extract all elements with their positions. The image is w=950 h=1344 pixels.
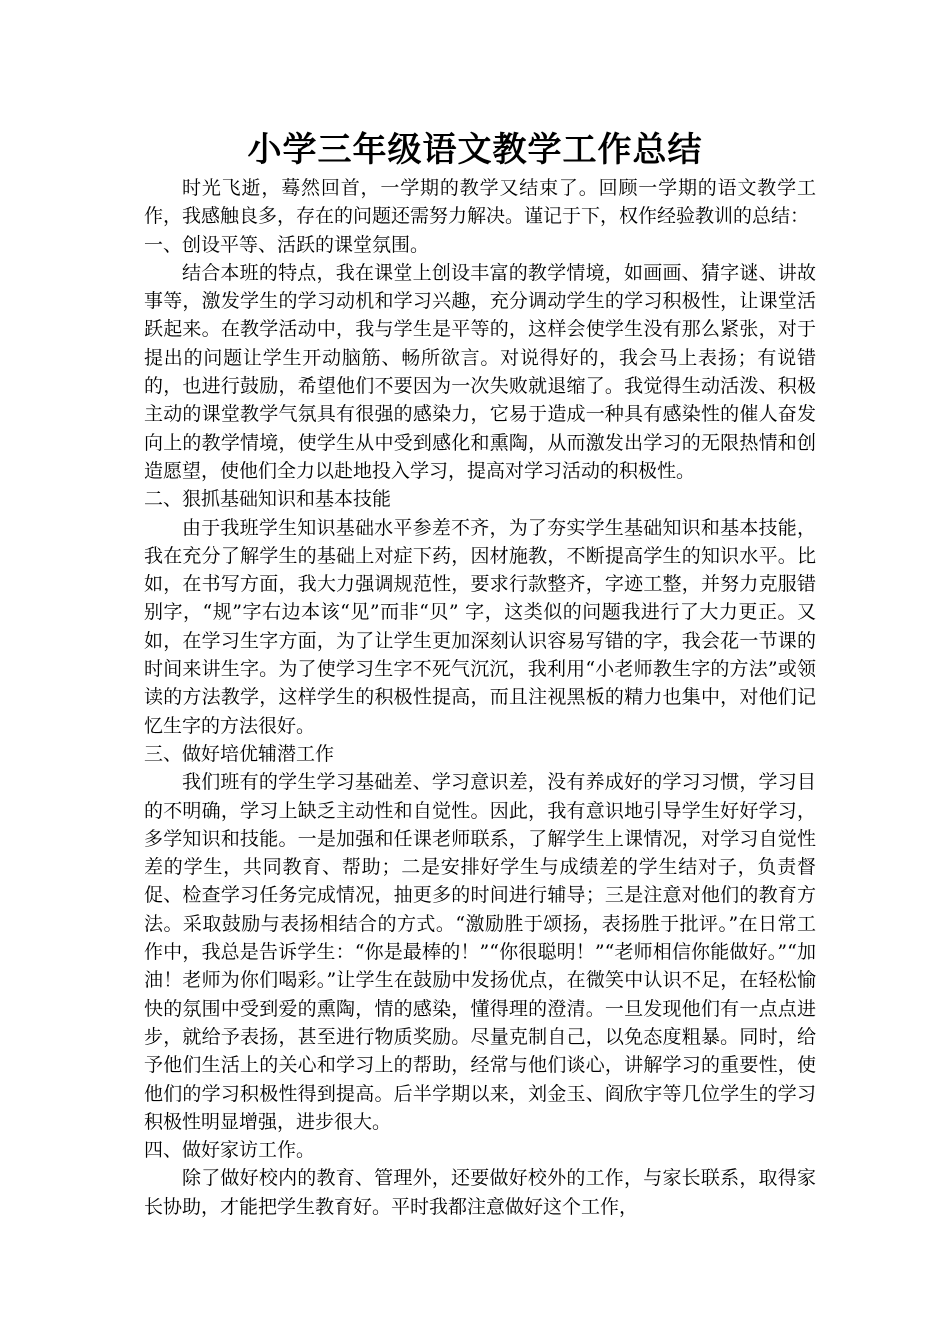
section-paragraph-1: 结合本班的特点，我在课堂上创设丰富的教学情境，如画画、猜字谜、讲故事等，激发学生的学习动机和学习兴趣，充分调动学生的学习积极性，让课堂活跃起来。在教学活动中，我与学生是平等的，这样会使学生没有那么紧张，对于提出的问题让学生开动脑筋、畅所欲言。对说得好的，我会马上表扬；有说错的，也进行鼓励，希望他们不要因为一次失败就退缩了。我觉得生动活泼、积极主动的课堂教学气氛具有很强的感染力，它易于造成一种具有感染性的催人奋发向上的教学情境，使学生从中受到感化和熏陶，从而激发出学习的无限热情和创造愿望，使他们全力以赴地投入学习，提高对学习活动的积极性。 <box>144 261 816 482</box>
section-heading-2: 二、狠抓基础知识和基本技能 <box>144 488 392 511</box>
document-title: 小学三年级语文教学工作总结 <box>247 130 703 170</box>
section-paragraph-2: 由于我班学生知识基础水平参差不齐，为了夯实学生基础知识和基本技能，我在充分了解学生的基础上对症下药，因材施教，不断提高学生的知识水平。比如，在书写方面，我大力强调规范性，要求行款整齐，字迹工整，并努力克服错别字，“规”字右边本该“见”而非“贝” 字，这类似的问题我进行了大力更正。又如，在学习生字方面，为了让学生更加深刻认识容易写错的字，我会花一节课的时间来讲生字。为了使学习生字不死气沉沉，我利用“小老师教生字的方法”或领读的方法教学，这样学生的积极性提高，而且注视黑板的精力也集中，对他们记忆生字的方法很好。 <box>144 516 816 737</box>
section-heading-3: 三、做好培优辅潜工作 <box>144 742 335 765</box>
section-heading-1: 一、创设平等、活跃的课堂氛围。 <box>144 233 430 256</box>
section-paragraph-3: 我们班有的学生学习基础差、学习意识差，没有养成好的学习习惯，学习目的不明确，学习上缺乏主动性和自觉性。因此，我有意识地引导学生好好学习，多学知识和技能。一是加强和任课老师联系，了解学生上课情况，对学习自觉性差的学生，共同教育、帮助；二是安排好学生与成绩差的学生结对子，负责督促、检查学习任务完成情况，抽更多的时间进行辅导；三是注意对他们的教育方法。采取鼓励与表扬相结合的方式。“激励胜于颂扬，表扬胜于批评。”在日常工作中，我总是告诉学生：“你是最棒的！”“你很聪明！”“老师相信你能做好。”“加油！老师为你们喝彩。”让学生在鼓励中发扬优点，在微笑中认识不足，在轻松愉快的氛围中受到爱的熏陶，情的感染，懂得理的澄清。一旦发现他们有一点点进步，就给予表扬，甚至进行物质奖励。尽量克制自己，以免态度粗暴。同时，给予他们生活上的关心和学习上的帮助，经常与他们谈心，讲解学习的重要性，使他们的学习积极性得到提高。后半学期以来，刘金玉、阎欣宇等几位学生的学习积极性明显增强，进步很大。 <box>144 771 816 1133</box>
document-body <box>144 174 816 1221</box>
intro-paragraph: 时光飞逝，蓦然回首，一学期的教学又结束了。回顾一学期的语文教学工作，我感触良多，存在的问题还需努力解决。谨记于下，权作经验教训的总结： <box>144 177 816 228</box>
section-heading-4: 四、做好家访工作。 <box>144 1139 316 1162</box>
section-paragraph-4: 除了做好校内的教育、管理外，还要做好校外的工作，与家长联系，取得家长协助，才能把学生教育好。平时我都注意做好这个工作， <box>144 1167 816 1218</box>
